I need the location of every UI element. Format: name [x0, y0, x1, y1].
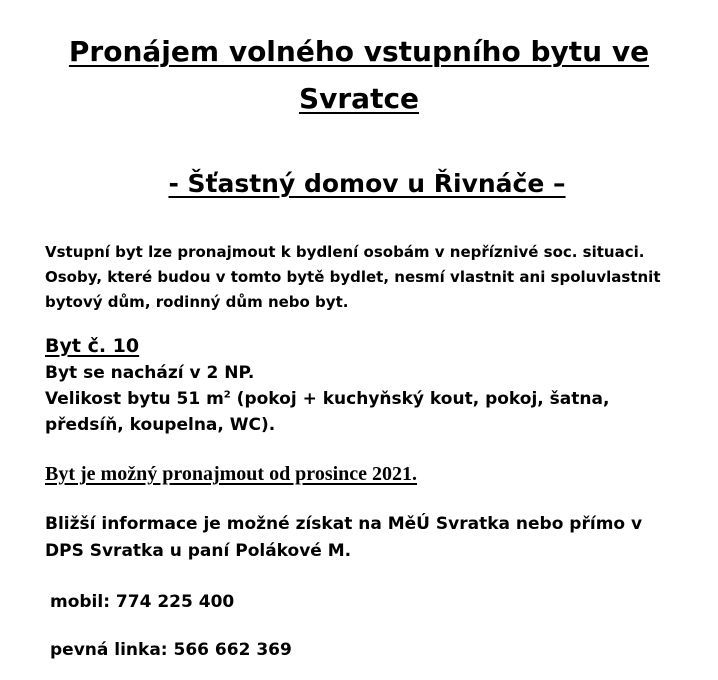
contact-landline: pevná linka: 566 662 369	[50, 640, 292, 660]
document-title-line-2: Svratce	[298, 82, 420, 115]
flat-size	[45, 386, 685, 438]
intro-line-2: Osoby, které budou v tomto bytě bydlet, nesmí vlastnit ani spoluvlastnit bytový dům, rodinný dům nebo byt.	[45, 268, 661, 311]
intro-paragraph	[45, 240, 685, 315]
flat-size-suffix: (pokoj + kuchyňský kout, pokoj, šatna, předsíň, koupelna, WC).	[45, 389, 610, 435]
flat-title: Byt č. 10	[45, 335, 140, 357]
document-subtitle: - Šťastný domov u Řivnáče –	[168, 169, 566, 198]
info-paragraph: Bližší informace je možné získat na MěÚ Svratka nebo přímo v DPS Svratka u paní Polákové M.	[45, 514, 643, 561]
availability-notice: Byt je možný pronajmout od prosince 2021.	[45, 463, 418, 485]
flat-details	[45, 360, 685, 438]
document-title-line-1: Pronájem volného vstupního bytu ve	[68, 35, 650, 68]
contact-mobile: mobil: 774 225 400	[50, 592, 235, 612]
flat-size-prefix: Velikost bytu 51 m	[45, 389, 224, 409]
flat-location: Byt se nachází v 2 NP.	[45, 363, 255, 383]
intro-line-1: Vstupní byt lze pronajmout k bydlení osobám v nepříznivé soc. situaci.	[45, 243, 645, 261]
flat-size-superscript: 2	[223, 389, 231, 401]
